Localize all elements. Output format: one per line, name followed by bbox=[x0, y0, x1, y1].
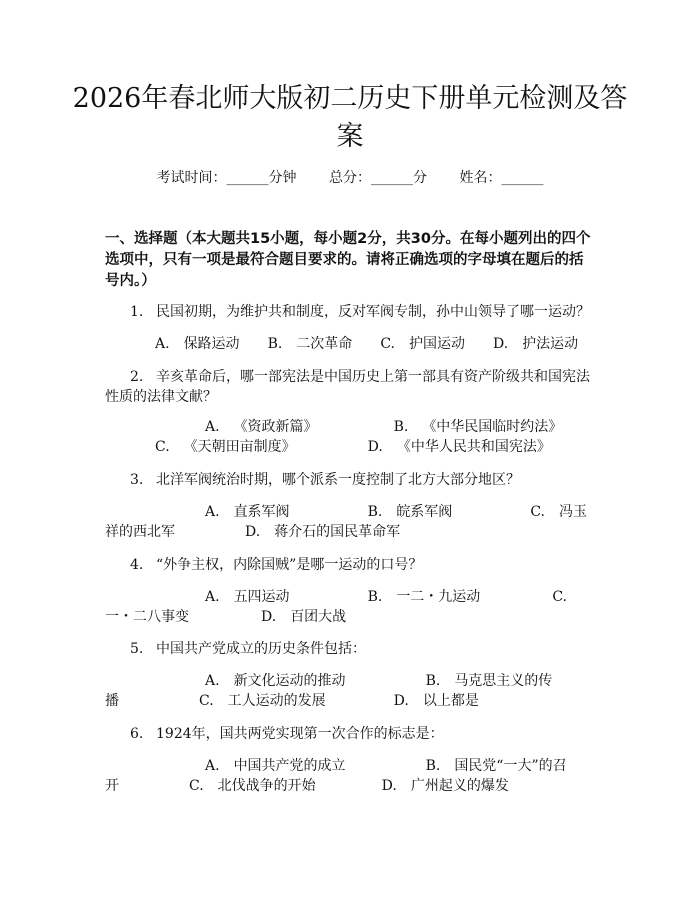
option: B. 马克思主义的传播 bbox=[105, 673, 553, 709]
exam-time-field: 考试时间：______分钟 bbox=[156, 170, 297, 186]
option: B. 《中华民国临时约法》 bbox=[393, 419, 563, 435]
question-stem: 辛亥革命后，哪一部宪法是中国历史上第一部具有资产阶级共和国宪法性质的法律文献？ bbox=[105, 369, 590, 405]
option: A. 保路运动 bbox=[155, 336, 240, 352]
option: A. 中国共产党的成立 bbox=[205, 758, 346, 774]
option: D. 蒋介石的国民革命军 bbox=[245, 524, 401, 540]
option: A. 五四运动 bbox=[205, 589, 290, 605]
question-stem: 中国共产党成立的历史条件包括： bbox=[156, 641, 366, 657]
question-6 bbox=[105, 724, 595, 744]
option: A. 《资政新篇》 bbox=[205, 419, 318, 435]
question-number: 3. bbox=[130, 472, 144, 488]
option: D. 《中华人民共和国宪法》 bbox=[367, 439, 551, 455]
option: B. 二次革命 bbox=[267, 336, 353, 352]
question-1-options bbox=[155, 334, 595, 354]
option: C. 工人运动的发展 bbox=[199, 693, 326, 709]
option: B. 一二・九运动 bbox=[367, 589, 481, 605]
option: C. 《天朝田亩制度》 bbox=[155, 439, 296, 455]
question-number: 4. bbox=[130, 557, 144, 573]
question-stem: “外争主权，内除国贼”是哪一运动的口号？ bbox=[156, 557, 423, 573]
question-5-options bbox=[105, 671, 595, 711]
option: B. 皖系军阀 bbox=[367, 504, 453, 520]
question-2 bbox=[105, 367, 595, 407]
exam-info-line bbox=[0, 168, 700, 188]
option: A. 新文化运动的推动 bbox=[205, 673, 346, 689]
question-stem: 民国初期，为维护共和制度，反对军阀专制，孙中山领导了哪一运动？ bbox=[156, 304, 590, 320]
question-5 bbox=[105, 639, 595, 659]
option: D. 广州起义的爆发 bbox=[381, 778, 509, 794]
question-4 bbox=[105, 555, 595, 575]
question-number: 6. bbox=[130, 726, 144, 742]
section-heading: 一、选择题（本大题共15小题，每小题2分，共30分。在每小题列出的四个选项中，只有一项是最符合题目要求的。请将正确选项的字母填在题后的括号内。） bbox=[105, 231, 591, 289]
question-stem: 1924年，国共两党实现第一次合作的标志是： bbox=[156, 726, 444, 742]
option: C.一・二八事变 bbox=[105, 589, 567, 625]
question-1 bbox=[105, 302, 595, 322]
question-2-options bbox=[105, 417, 595, 457]
page-title: 2026年春北师大版初二历史下册单元检测及答案 bbox=[72, 83, 628, 152]
option: B. 国民党“一大”的召开 bbox=[105, 758, 567, 794]
question-3-options bbox=[105, 502, 595, 542]
option: A. 直系军阀 bbox=[205, 504, 290, 520]
question-3 bbox=[105, 470, 595, 490]
total-score-field: 总分：______分 bbox=[329, 170, 427, 186]
option: D. 百团大战 bbox=[261, 609, 347, 625]
question-number: 2. bbox=[130, 369, 144, 385]
option: C. 护国运动 bbox=[380, 336, 465, 352]
question-number: 1. bbox=[130, 304, 144, 320]
question-stem: 北洋军阀统治时期，哪个派系一度控制了北方大部分地区？ bbox=[156, 472, 520, 488]
question-4-options bbox=[105, 587, 595, 627]
question-6-options bbox=[105, 756, 595, 796]
option: D. 护法运动 bbox=[492, 336, 579, 352]
question-number: 5. bbox=[130, 641, 144, 657]
option: C. 北伐战争的开始 bbox=[189, 778, 316, 794]
option: C. 冯玉祥的西北军 bbox=[105, 504, 587, 540]
student-name-field: 姓名：______ bbox=[459, 170, 544, 186]
option: D. 以上都是 bbox=[393, 693, 479, 709]
